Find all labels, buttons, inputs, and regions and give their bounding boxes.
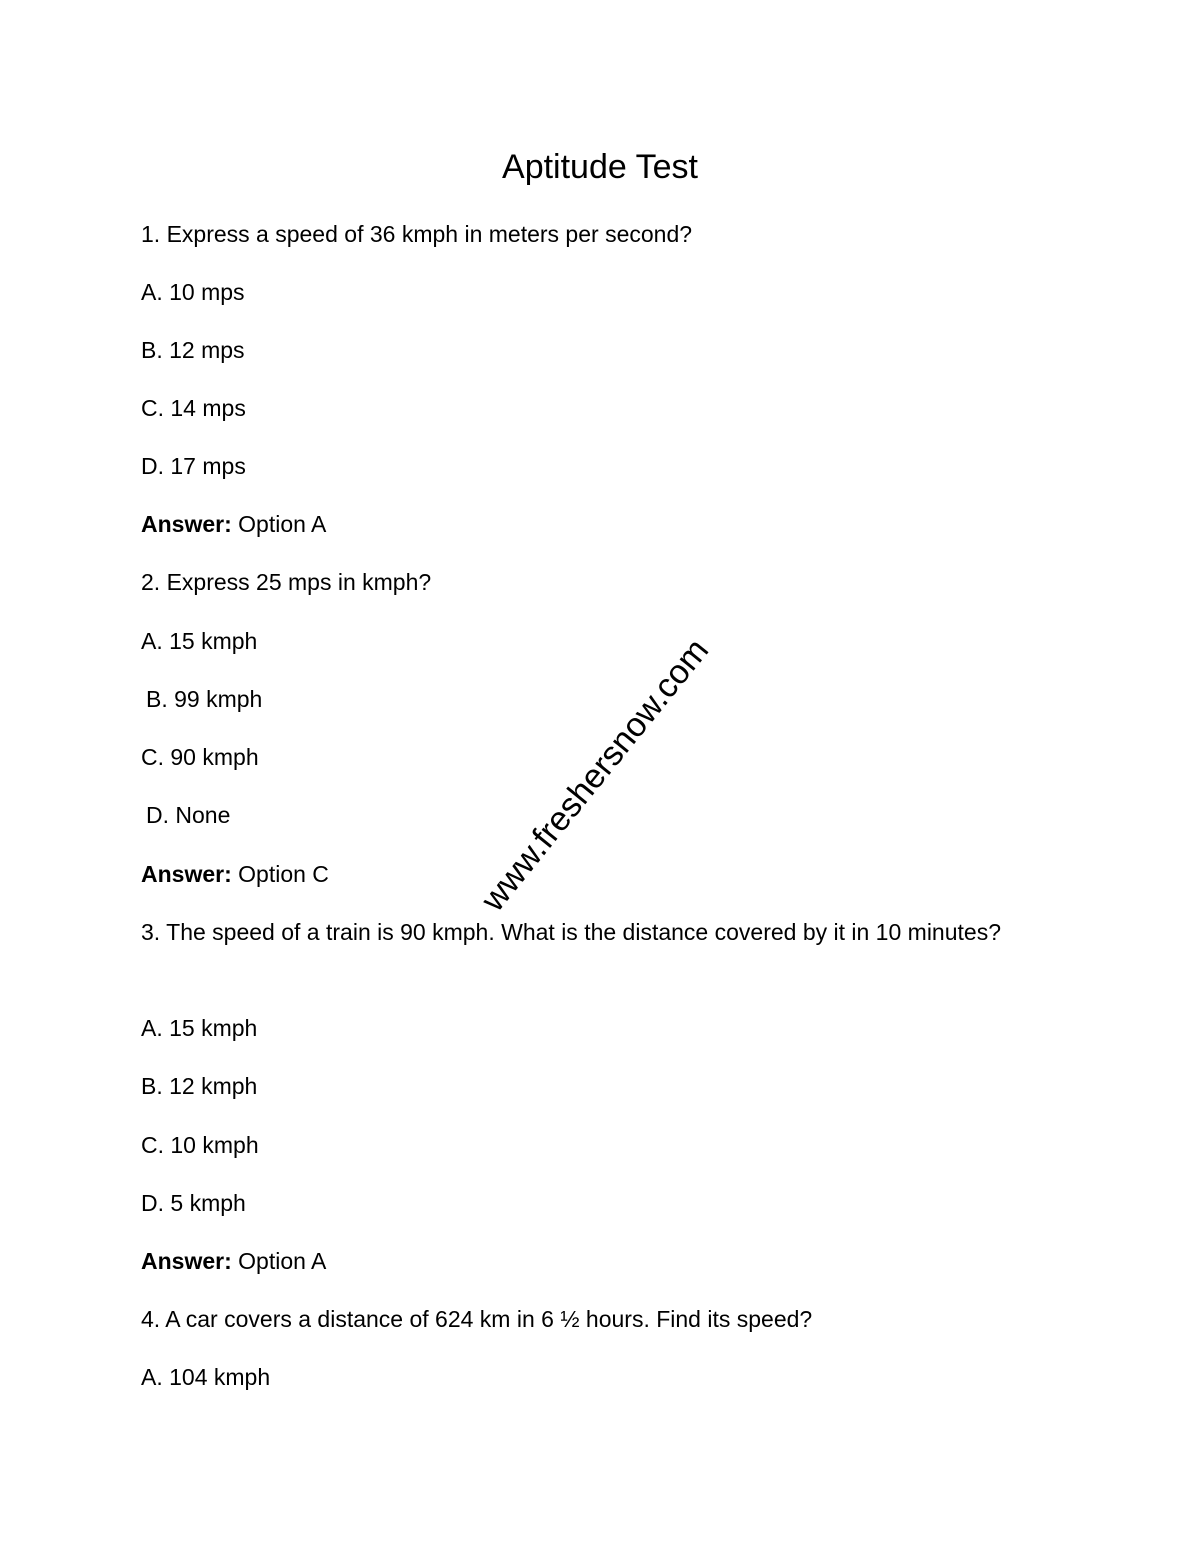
answer-value: Option A — [238, 511, 327, 537]
answer-line — [141, 856, 329, 892]
answer-line — [141, 506, 326, 542]
question-text: 3. The speed of a train is 90 kmph. What is the distance covered by it in 10 minutes? — [141, 919, 1001, 945]
answer-value: Option C — [238, 861, 329, 887]
option-text: B. 99 kmph — [146, 686, 263, 712]
answer-label: Answer: — [141, 511, 232, 537]
answer-label: Answer: — [141, 861, 232, 887]
watermark: www.freshersnow.com — [473, 631, 717, 919]
option-text: A. 15 kmph — [141, 1015, 258, 1041]
option-text: B. 12 kmph — [141, 1073, 258, 1099]
option-text: D. 5 kmph — [141, 1190, 246, 1216]
option-text: C. 90 kmph — [141, 744, 259, 770]
answer-line — [141, 1243, 326, 1279]
option-text: D. 17 mps — [141, 453, 246, 479]
option-text: C. 14 mps — [141, 395, 246, 421]
page-title: Aptitude Test — [502, 148, 698, 186]
option-text: B. 12 mps — [141, 337, 245, 363]
question-text: 1. Express a speed of 36 kmph in meters per second? — [141, 221, 693, 247]
option-text: D. None — [146, 802, 231, 828]
option-text: C. 10 kmph — [141, 1132, 259, 1158]
answer-label: Answer: — [141, 1248, 232, 1274]
option-text: A. 104 kmph — [141, 1364, 271, 1390]
option-text: A. 10 mps — [141, 279, 245, 305]
answer-value: Option A — [238, 1248, 327, 1274]
option-text: A. 15 kmph — [141, 628, 258, 654]
question-text: 2. Express 25 mps in kmph? — [141, 569, 432, 595]
question-text: 4. A car covers a distance of 624 km in 6 ½ hours. Find its speed? — [141, 1306, 813, 1332]
